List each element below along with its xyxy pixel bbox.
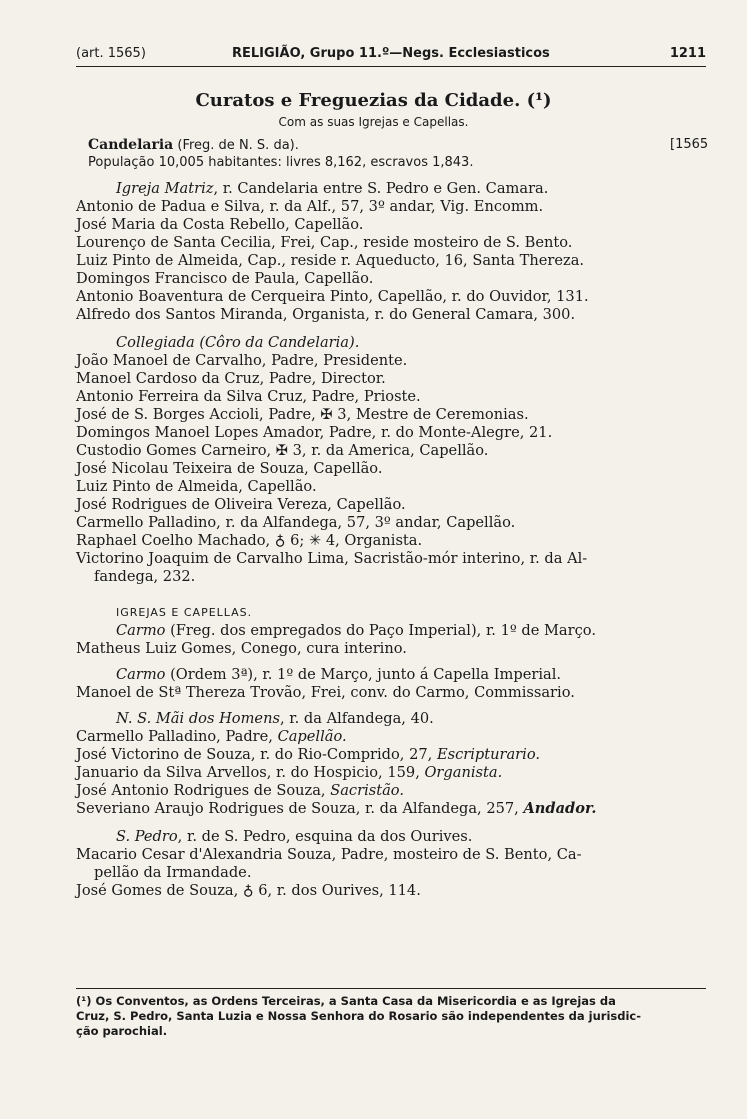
list-item: Alfredo dos Santos Miranda, Organista, r. do General Camara, 300.: [76, 306, 576, 323]
list-item: Victorino Joaquim de Carvalho Lima, Sacristão-mór interino, r. da Al-: [76, 550, 588, 567]
subsection-heading: IGREJAS E CAPELLAS.: [116, 606, 253, 619]
list-item: Domingos Francisco de Paula, Capellão.: [76, 270, 374, 287]
list-item-continuation: pellão da Irmandade.: [94, 864, 252, 881]
list-item: Domingos Manoel Lopes Amador, Padre, r. do Monte-Alegre, 21.: [76, 424, 553, 441]
list-item: Macario Cesar d'Alexandria Souza, Padre, mosteiro de S. Bento, Ca-: [76, 846, 582, 863]
list-item: João Manoel de Carvalho, Padre, Presidente.: [76, 352, 408, 369]
article-number: [1565: [670, 137, 709, 152]
page-number: 1211: [669, 46, 706, 61]
list-item: Lourenço de Santa Cecilia, Frei, Cap., reside mosteiro de S. Bento.: [76, 234, 573, 251]
list-item: Antonio Boaventura de Cerqueira Pinto, Capellão, r. do Ouvidor, 131.: [76, 288, 589, 305]
list-item: Manoel Cardoso da Cruz, Padre, Director.: [76, 370, 386, 387]
header-section: RELIGIÃO, Grupo 11.º—Negs. Ecclesiasticos: [232, 46, 550, 61]
list-item: Luiz Pinto de Almeida, Capellão.: [76, 478, 317, 495]
list-item: Custodio Gomes Carneiro, ✠ 3, r. da America, Capellão.: [76, 442, 489, 459]
section-heading: Igreja Matriz, r. Candelaria entre S. Pedro e Gen. Camara.: [116, 180, 549, 197]
list-item: José Nicolau Teixeira de Souza, Capellão.: [76, 460, 383, 477]
parish-heading: Candelaria (Freg. de N. S. da).: [88, 137, 299, 153]
list-item: Antonio de Padua e Silva, r. da Alf., 57, 3º andar, Vig. Encomm.: [76, 198, 544, 215]
header-article-ref: (art. 1565): [76, 46, 146, 61]
list-item: José Victorino de Souza, r. do Rio-Comprido, 27, Escripturario.: [76, 746, 540, 763]
page-title: Curatos e Freguezias da Cidade. (¹): [195, 90, 552, 111]
section-heading: Collegiada (Côro da Candelaria).: [116, 334, 360, 351]
list-item: José de S. Borges Accioli, Padre, ✠ 3, Mestre de Ceremonias.: [76, 406, 529, 423]
footnote-line: ção parochial.: [76, 1024, 168, 1038]
list-item: Januario da Silva Arvellos, r. do Hospicio, 159, Organista.: [76, 764, 503, 781]
list-item: Manoel de Stª Thereza Trovão, Frei, conv. do Carmo, Commissario.: [76, 684, 575, 701]
list-item: Severiano Araujo Rodrigues de Souza, r. da Alfandega, 257, Andador.: [76, 800, 597, 817]
footnote-line: (¹) Os Conventos, as Ordens Terceiras, a Santa Casa da Misericordia e as Igrejas da: [76, 994, 616, 1008]
church-heading: Carmo (Ordem 3ª), r. 1º de Março, junto á Capella Imperial.: [116, 666, 562, 683]
page-subtitle: Com as suas Igrejas e Capellas.: [278, 115, 469, 129]
list-item: José Gomes de Souza, ♁ 6, r. dos Ourives, 114.: [76, 882, 421, 899]
church-heading: N. S. Mãi dos Homens, r. da Alfandega, 40.: [116, 710, 434, 727]
list-item: Raphael Coelho Machado, ♁ 6; ✳ 4, Organista.: [76, 532, 423, 549]
list-item: José Antonio Rodrigues de Souza, Sacristão.: [76, 782, 404, 799]
footnote-line: Cruz, S. Pedro, Santa Luzia e Nossa Senhora do Rosario são independentes da jurisdic-: [76, 1009, 642, 1023]
list-item: Carmello Palladino, r. da Alfandega, 57, 3º andar, Capellão.: [76, 514, 516, 531]
list-item: José Maria da Costa Rebello, Capellão.: [76, 216, 364, 233]
list-item: Antonio Ferreira da Silva Cruz, Padre, Prioste.: [76, 388, 421, 405]
list-item-continuation: fandega, 232.: [94, 568, 196, 585]
running-header: [76, 44, 706, 67]
church-heading: Carmo (Freg. dos empregados do Paço Imperial), r. 1º de Março.: [116, 622, 596, 639]
list-item: Carmello Palladino, Padre, Capellão.: [76, 728, 347, 745]
footnote-divider: [76, 988, 706, 989]
population-line: População 10,005 habitantes: livres 8,162, escravos 1,843.: [88, 155, 474, 170]
list-item: Matheus Luiz Gomes, Conego, cura interino.: [76, 640, 407, 657]
list-item: Luiz Pinto de Almeida, Cap., reside r. Aqueducto, 16, Santa Thereza.: [76, 252, 585, 269]
list-item: José Rodrigues de Oliveira Vereza, Capellão.: [76, 496, 406, 513]
church-heading: S. Pedro, r. de S. Pedro, esquina da dos Ourives.: [116, 828, 473, 845]
